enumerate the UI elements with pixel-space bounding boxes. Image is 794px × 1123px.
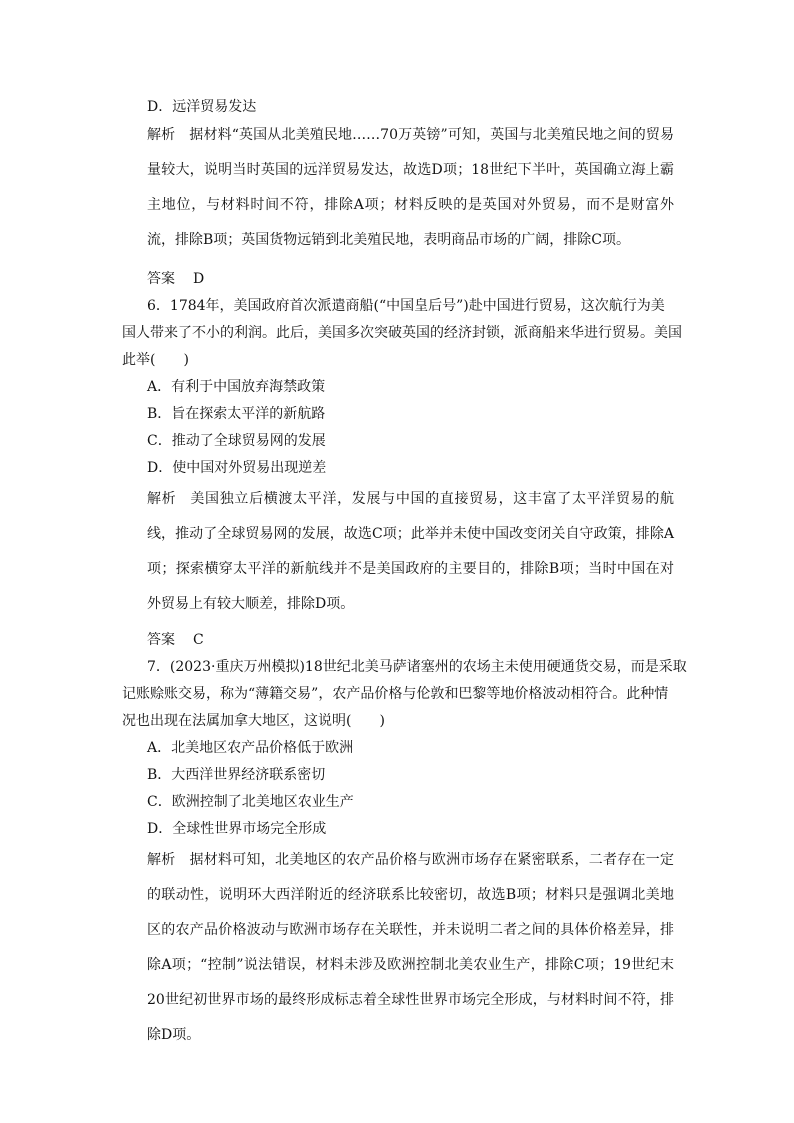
q7-option-a: A．北美地区农产品价格低于欧洲 — [147, 740, 354, 756]
q6-option-c: C．推动了全球贸易网的发展 — [147, 433, 326, 449]
analysis-label: 解析 — [147, 127, 176, 143]
q6-analysis — [122, 482, 674, 622]
q6-stem-line-3: 此举( ) — [122, 352, 189, 368]
q7-option-d: D．全球性世界市场完全形成 — [147, 821, 327, 837]
answer-value: C — [193, 632, 204, 648]
q6-option-b: B．旨在探索太平洋的新航路 — [147, 406, 326, 422]
analysis-text: 美国独立后横渡太平洋，发展与中国的直接贸易，这丰富了太平洋贸易的航线，推动了全球贸易网的发展，故选C项；此举并未使中国改变闭关自守政策，排除A项；探索横穿太平洋的新航线并不是美国政府的主要目的，排除B项；当时中国在对外贸易上有较大顺差，排除D项。 — [147, 491, 675, 612]
q6-stem-line-1: 6．1784年，美国政府首次派遣商船(“中国皇后号”)赴中国进行贸易，这次航行为美 — [147, 298, 665, 314]
q6-option-d: D．使中国对外贸易出现逆差 — [147, 460, 327, 476]
q6-answer — [147, 629, 204, 649]
answer-label: 答案 — [147, 271, 175, 287]
analysis-text: 据材料可知，北美地区的农产品价格与欧洲市场存在紧密联系，二者存在一定的联动性，说明环大西洋附近的经济联系比较密切，故选B项；材料只是强调北美地区的农产品价格波动与欧洲市场存在关联性，并未说明二者之间的具体价格差异，排除A项；“控制”说法错误，材料未涉及欧洲控制北美农业生产，排除C项；19世纪末20世纪初世界市场的最终形成标志着全球性世界市场完全形成，与材料时间不符，排除D项。 — [147, 852, 674, 1043]
q7-option-c: C．欧洲控制了北美地区农业生产 — [147, 794, 354, 810]
q5-option-d: D．远洋贸易发达 — [147, 99, 257, 115]
q7-analysis — [122, 843, 674, 1053]
q6-stem-line-2: 国人带来了不小的利润。此后，美国多次突破英国的经济封锁，派商船来华进行贸易。美国 — [122, 325, 682, 341]
q7-stem-line-3: 况也出现在法属加拿大地区，这说明( ) — [122, 713, 385, 729]
analysis-label: 解析 — [147, 852, 176, 868]
answer-label: 答案 — [147, 632, 175, 648]
q7-stem-line-2: 记账赊账交易，称为“薄籍交易”，农产品价格与伦敦和巴黎等地价格波动相符合。此种情 — [122, 686, 669, 702]
analysis-text: 据材料“英国从北美殖民地……70万英镑”可知，英国与北美殖民地之间的贸易量较大，说明当时英国的远洋贸易发达，故选D项；18世纪下半叶，英国确立海上霸主地位，与材料时间不符，排除A项；材料反映的是英国对外贸易，而不是财富外流，排除B项；英国货物远销到北美殖民地，表明商品市场的广阔，排除C项。 — [147, 127, 674, 248]
q7-stem-line-1: 7．(2023·重庆万州模拟)18世纪北美马萨诸塞州的农场主未使用硬通货交易，而是采取 — [147, 659, 687, 675]
q5-answer — [147, 268, 204, 288]
q6-option-a: A．有利于中国放弃海禁政策 — [147, 379, 326, 395]
q5-analysis — [122, 118, 674, 258]
q7-option-b: B．大西洋世界经济联系密切 — [147, 767, 326, 783]
answer-value: D — [193, 271, 205, 287]
analysis-label: 解析 — [147, 491, 177, 507]
